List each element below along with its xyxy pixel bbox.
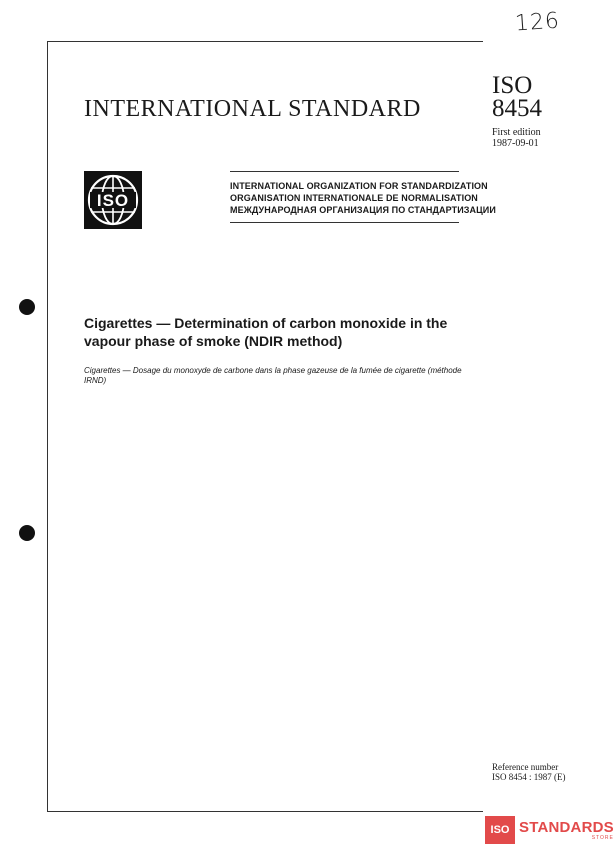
edition-label: First edition — [492, 127, 541, 138]
edition-info — [492, 127, 541, 149]
reference-label: Reference number — [492, 762, 559, 772]
iso-number: 8454 — [492, 95, 542, 122]
edition-date: 1987-09-01 — [492, 138, 539, 149]
document-subtitle-french: Cigarettes — Dosage du monoxyde de carbone dans la phase gazeuse de la fumée de cigarette (méthode IRND) — [84, 366, 462, 385]
watermark-logo: ISO — [485, 816, 515, 844]
iso-label: ISO — [492, 72, 533, 99]
punch-hole — [19, 525, 35, 541]
iso-logo — [84, 171, 142, 229]
standard-title: INTERNATIONAL STANDARD — [84, 96, 421, 122]
org-name-russian: МЕЖДУНАРОДНАЯ ОРГАНИЗАЦИЯ ПО СТАНДАРТИЗАЦИИ — [230, 205, 496, 215]
iso-logo-text: ISO — [96, 191, 130, 210]
divider-bottom — [230, 222, 459, 223]
org-name-french: ORGANISATION INTERNATIONALE DE NORMALISATION — [230, 193, 478, 203]
watermark-text: STANDARDS — [519, 818, 614, 836]
document-title: Cigarettes — Determination of carbon monoxide in the vapour phase of smoke (NDIR method) — [84, 315, 448, 349]
handwritten-note: 126 — [514, 8, 561, 37]
store-watermark — [485, 816, 614, 844]
watermark-small-text: STORE — [591, 834, 614, 841]
divider-top — [230, 171, 459, 172]
reference-number: ISO 8454 : 1987 (E) — [492, 772, 566, 782]
org-name-english: INTERNATIONAL ORGANIZATION FOR STANDARDIZATION — [230, 181, 488, 191]
punch-hole — [19, 299, 35, 315]
page-frame — [47, 41, 483, 812]
